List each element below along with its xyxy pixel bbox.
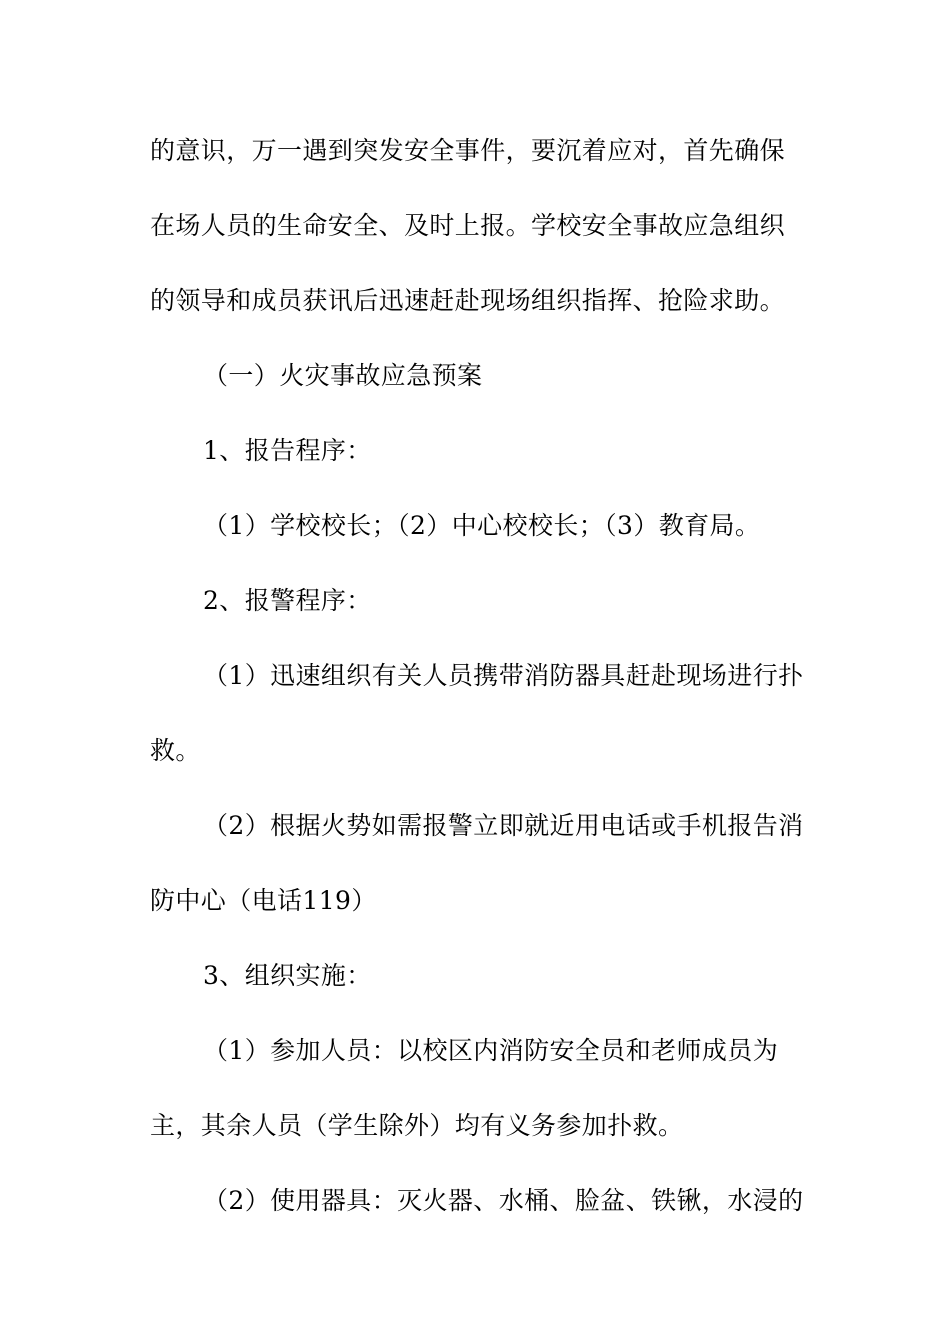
section-heading: （一）火灾事故应急预案 [203,361,483,390]
paragraph-line: 的意识，万一遇到突发安全事件，要沉着应对，首先确保 [150,136,786,165]
paragraph-line: （1）迅速组织有关人员携带消防器具赶赴现场进行扑 [203,661,804,690]
paragraph-line: 在场人员的生命安全、及时上报。学校安全事故应急组织 [150,211,786,240]
paragraph-line: 救。 [150,736,201,765]
subsection-heading: 1、报告程序： [203,436,372,465]
paragraph-line: （1）参加人员：以校区内消防安全员和老师成员为 [203,1036,779,1065]
paragraph-line: （2）使用器具：灭火器、水桶、脸盆、铁锹，水浸的 [203,1186,804,1215]
paragraph-line: 的领导和成员获讯后迅速赶赴现场组织指挥、抢险求助。 [150,286,786,315]
paragraph-line: （1）学校校长；（2）中心校校长；（3）教育局。 [203,511,761,540]
paragraph-line: 防中心（电话119） [150,886,377,915]
paragraph-line: 主，其余人员（学生除外）均有义务参加扑救。 [150,1111,684,1140]
subsection-heading: 2、报警程序： [203,586,372,615]
paragraph-line: （2）根据火势如需报警立即就近用电话或手机报告消 [203,811,804,840]
subsection-heading: 3、组织实施： [203,961,372,990]
